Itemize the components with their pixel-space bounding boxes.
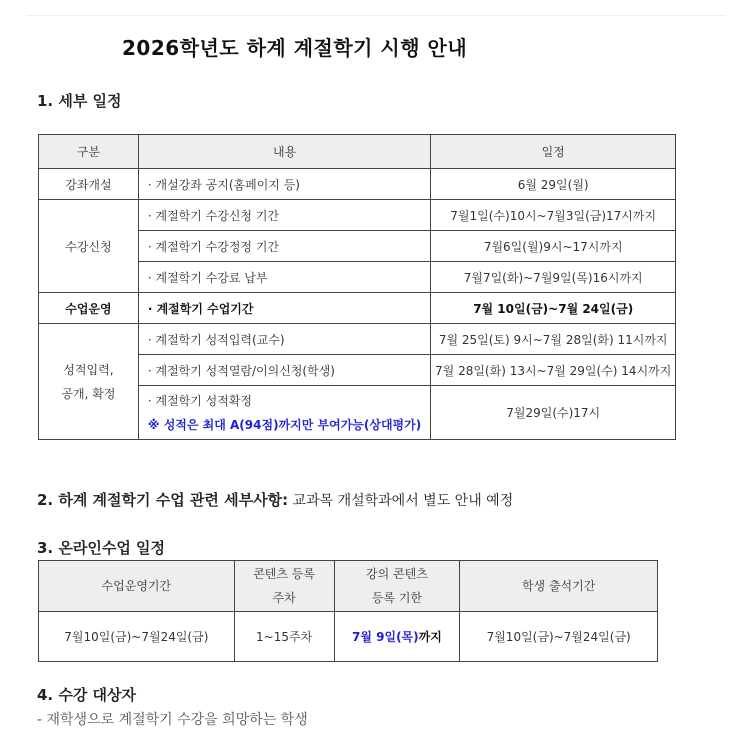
online-header-row	[39, 561, 658, 612]
section2-heading	[37, 489, 513, 510]
eligibility-item: - 재학생으로 계절학기 수강을 희망하는 학생	[37, 712, 308, 728]
attendance-cell: 7월10일(금)~7월24일(금)	[460, 612, 658, 662]
table-row	[39, 200, 676, 231]
category-cell: 강좌개설	[39, 169, 139, 200]
table-row	[39, 293, 676, 324]
header-attendance: 학생 출석기간	[460, 561, 658, 612]
section2-title: 2. 하계 계절학기 수업 관련 세부사항:	[37, 491, 289, 509]
content-cell: · 계절학기 수업기간	[138, 293, 431, 324]
header-deadline-line-1: 강의 콘텐츠	[366, 567, 428, 581]
content-cell: · 계절학기 수강료 납부	[138, 262, 431, 293]
header-weeks	[234, 561, 334, 612]
category-line-1: 성적입력,	[63, 362, 114, 377]
header-weeks-line-1: 콘텐츠 등록	[253, 567, 315, 581]
category-cell	[39, 324, 139, 440]
category-cell: 수업운영	[39, 293, 139, 324]
category-cell: 수강신청	[39, 200, 139, 293]
header-content: 내용	[138, 135, 431, 169]
page-title: 2026학년도 하계 계절학기 시행 안내	[122, 36, 468, 60]
period-cell: 7월10일(금)~7월24일(금)	[39, 612, 235, 662]
content-cell	[138, 386, 431, 440]
section4-heading: 4. 수강 대상자	[37, 686, 137, 704]
header-weeks-line-2: 주차	[272, 591, 296, 605]
date-cell: 7월 25일(토) 9시~7월 28일(화) 11시까지	[431, 324, 676, 355]
content-cell: · 계절학기 수강정정 기간	[138, 231, 431, 262]
section2-text: 교과목 개설학과에서 별도 안내 예정	[288, 493, 514, 509]
schedule-header-row	[39, 135, 676, 169]
date-cell: 7월6일(월)9시~17시까지	[431, 231, 676, 262]
date-cell: 6월 29일(월)	[431, 169, 676, 200]
content-cell: · 계절학기 수강신청 기간	[138, 200, 431, 231]
section1-heading: 1. 세부 일정	[37, 92, 122, 110]
grade-note: ※ 성적은 최대 A(94점)까지만 부여가능(상대평가)	[147, 417, 422, 432]
deadline-date: 7월 9일(목)	[352, 630, 419, 644]
date-cell: 7월7일(화)~7월9일(목)16시까지	[431, 262, 676, 293]
section3-heading: 3. 온라인수업 일정	[37, 539, 166, 557]
header-period: 수업운영기간	[39, 561, 235, 612]
content-text: · 계절학기 성적확정	[147, 393, 253, 408]
category-line-2: 공개, 확정	[61, 386, 116, 401]
weeks-cell: 1~15주차	[234, 612, 334, 662]
online-schedule-table	[38, 560, 658, 662]
content-cell: · 계절학기 성적입력(교수)	[138, 324, 431, 355]
header-deadline-line-2: 등록 기한	[371, 591, 423, 605]
date-cell: 7월1일(수)10시~7월3일(금)17시까지	[431, 200, 676, 231]
header-category: 구분	[39, 135, 139, 169]
header-deadline	[334, 561, 460, 612]
deadline-cell	[334, 612, 460, 662]
table-row	[39, 612, 658, 662]
header-date: 일정	[431, 135, 676, 169]
content-cell: · 계절학기 성적열람/이의신청(학생)	[138, 355, 431, 386]
schedule-table	[38, 134, 676, 440]
top-divider	[26, 15, 726, 16]
table-row	[39, 324, 676, 355]
date-cell: 7월 28일(화) 13시~7월 29일(수) 14시까지	[431, 355, 676, 386]
deadline-suffix: 까지	[418, 630, 442, 644]
content-cell: · 개설강좌 공지(홈페이지 등)	[138, 169, 431, 200]
date-cell: 7월 10일(금)~7월 24일(금)	[431, 293, 676, 324]
table-row	[39, 169, 676, 200]
date-cell: 7월29일(수)17시	[431, 386, 676, 440]
